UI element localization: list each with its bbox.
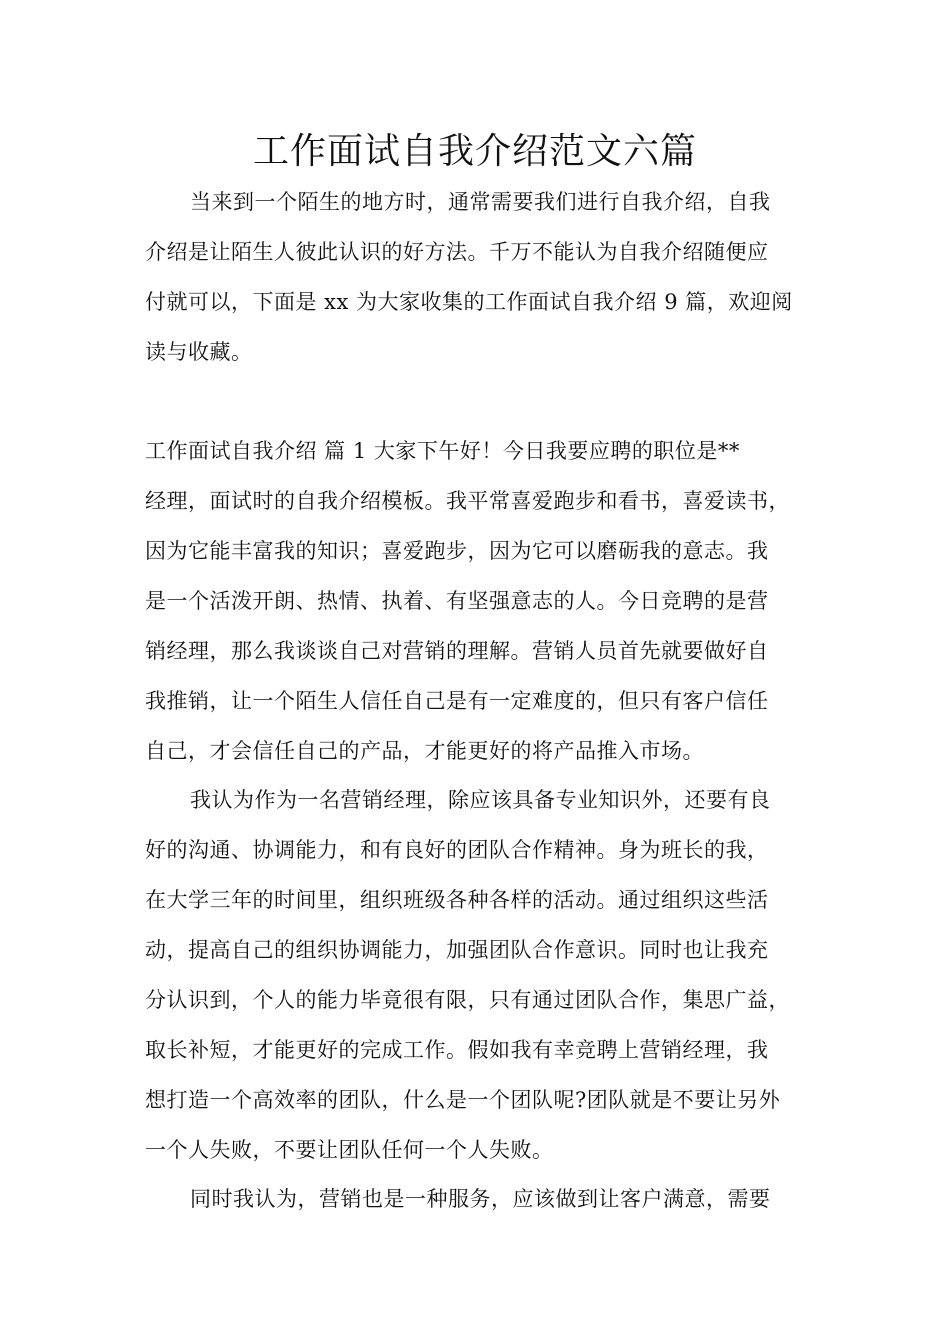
paragraph-line: 分认识到，个人的能力毕竟很有限，只有通过团队合作，集思广益，	[145, 988, 790, 1012]
paragraph-line: 我认为作为一名营销经理，除应该具备专业知识外，还要有良	[190, 788, 771, 812]
paragraph-line: 自己，才会信任自己的产品，才能更好的将产品推入市场。	[145, 739, 704, 763]
paragraph-line: 读与收藏。	[145, 340, 253, 364]
paragraph-line: 当来到一个陌生的地方时，通常需要我们进行自我介绍，自我	[190, 190, 771, 214]
paragraph-line: 是一个活泼开朗、热情、执着、有坚强意志的人。今日竞聘的是营	[145, 589, 769, 613]
paragraph-line: 在大学三年的时间里，组织班级各种各样的活动。通过组织这些活	[145, 888, 769, 912]
paragraph-line: 好的沟通、协调能力，和有良好的团队合作精神。身为班长的我，	[145, 838, 769, 862]
paragraph-line: 因为它能丰富我的知识；喜爱跑步，因为它可以磨砺我的意志。我	[145, 539, 769, 563]
paragraph-line: 我推销，让一个陌生人信任自己是有一定难度的，但只有客户信任	[145, 689, 769, 713]
paragraph-line: 同时我认为，营销也是一种服务，应该做到让客户满意，需要	[190, 1187, 771, 1211]
paragraph-line: 介绍是让陌生人彼此认识的好方法。千万不能认为自我介绍随便应	[145, 240, 769, 264]
paragraph-line: 动，提高自己的组织协调能力，加强团队合作意识。同时也让我充	[145, 938, 769, 962]
paragraph-line: 一个人失败，不要让团队任何一个人失败。	[145, 1138, 554, 1162]
paragraph-line: 经理，面试时的自我介绍模板。我平常喜爱跑步和看书，喜爱读书，	[145, 489, 790, 513]
paragraph-line: 销经理，那么我谈谈自己对营销的理解。营销人员首先就要做好自	[145, 639, 769, 663]
paragraph-line: 取长补短，才能更好的完成工作。假如我有幸竞聘上营销经理，我	[145, 1038, 769, 1062]
paragraph-line: 想打造一个高效率的团队，什么是一个团队呢?团队就是不要让另外	[145, 1088, 781, 1112]
document-title: 工作面试自我介绍范文六篇	[252, 131, 697, 172]
paragraph-line: 付就可以，下面是 xx 为大家收集的工作面试自我介绍 9 篇，欢迎阅	[145, 290, 793, 314]
paragraph-line: 工作面试自我介绍 篇 1 大家下午好！今日我要应聘的职位是**	[145, 439, 740, 463]
